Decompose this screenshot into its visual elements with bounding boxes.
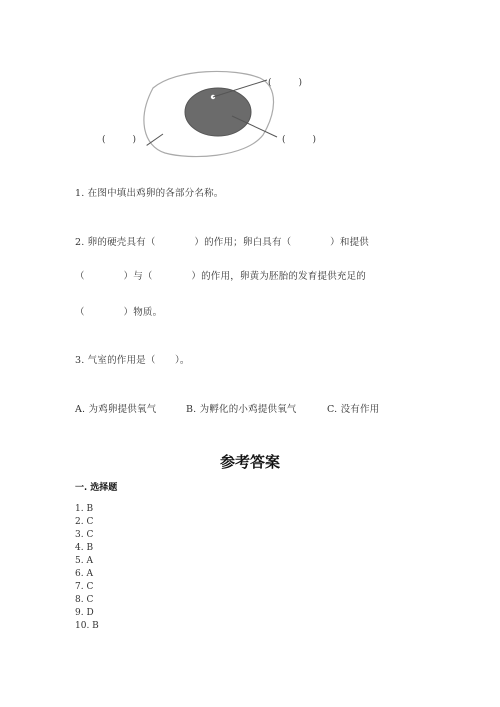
egg-diagram xyxy=(95,60,355,170)
answer-item: 4. B xyxy=(75,543,94,553)
option-a[interactable]: A. 为鸡卵提供氧气 xyxy=(75,404,157,415)
blank-right[interactable]: ( ) xyxy=(282,135,317,145)
answer-item: 10. B xyxy=(75,621,99,631)
blank-left[interactable]: ( ) xyxy=(102,135,137,145)
option-b[interactable]: B. 为孵化的小鸡提供氧气 xyxy=(186,404,297,415)
answers-section: 一. 选择题 xyxy=(75,483,118,493)
answers-title: 参考答案 xyxy=(219,453,280,471)
question-1: 1. 在图中填出鸡卵的各部分名称。 xyxy=(75,188,224,199)
answer-item: 1. B xyxy=(75,504,94,514)
option-c[interactable]: C. 没有作用 xyxy=(327,404,380,415)
answer-list xyxy=(75,503,99,633)
answer-item: 6. A xyxy=(75,569,93,579)
blank-top[interactable]: ( ) xyxy=(268,78,303,88)
answer-item: 8. C xyxy=(75,595,94,605)
question-2-line-2: （ ）与（ ）的作用，卵黄为胚胎的发育提供充足的 xyxy=(75,271,367,282)
answer-item: 5. A xyxy=(75,556,93,566)
question-2-line-1: 2. 卵的硬壳具有（ ）的作用；卵白具有（ ）和提供 xyxy=(75,237,369,248)
answer-item: 3. C xyxy=(75,530,94,540)
answer-item: 2. C xyxy=(75,517,94,527)
question-2-line-3: （ ）物质。 xyxy=(75,307,163,318)
question-3: 3. 气室的作用是（ ）。 xyxy=(75,355,190,366)
answer-item: 7. C xyxy=(75,582,94,592)
answer-item: 9. D xyxy=(75,608,94,618)
